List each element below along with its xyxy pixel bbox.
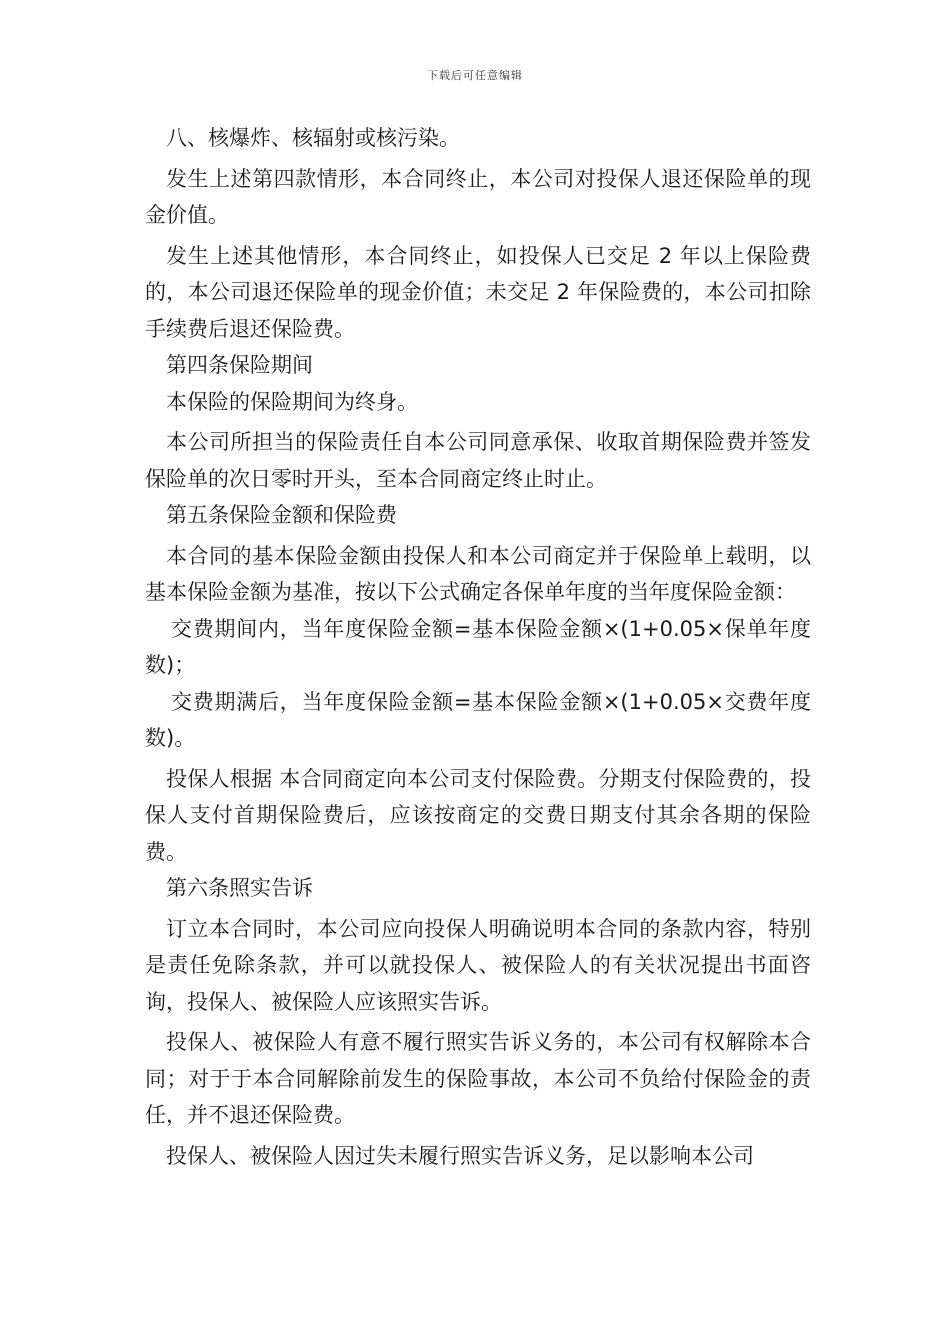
section-heading-article-4: 第四条保险期间	[166, 353, 313, 377]
header-note: 下载后可任意编辑	[427, 69, 523, 82]
paragraph-negligent-breach: 投保人、被保险人因过失未履行照实告诉义务，足以影响本公司	[166, 1143, 754, 1168]
section-heading-article-5: 第五条保险金额和保险费	[166, 503, 397, 527]
paragraph-termination-other: 发生上述其他情形，本合同终止，如投保人已交足 2 年以上保险费的，本公司退还保险单的现金价值；未交足 2 年保险费的，本公司扣除手续费后退还保险费。	[145, 243, 811, 341]
document-body	[145, 120, 811, 1174]
paragraph-disclosure: 订立本合同时，本公司应向投保人明确说明本合同的条款内容，特别是责任免除条款，并可以就投保人、被保险人的有关状况提出书面咨询，投保人、被保险人应该照实告诉。	[145, 916, 811, 1014]
paragraph-liability-start: 本公司所担当的保险责任自本公司同意承保、收取首期保险费并签发保险单的次日零时开头，至本合同商定终止时止。	[145, 430, 811, 491]
paragraph-period: 本保险的保险期间为终身。	[166, 389, 418, 414]
paragraph-termination-fourth: 发生上述第四款情形，本合同终止，本公司对投保人退还保险单的现金价值。	[145, 166, 811, 227]
section-heading-article-6: 第六条照实告诉	[166, 876, 313, 900]
paragraph-sum-insured: 本合同的基本保险金额由投保人和本公司商定并于保险单上载明，以基本保险金额为基准，按以下公式确定各保单年度的当年度保险金额：	[145, 543, 811, 604]
paragraph-intentional-breach: 投保人、被保险人有意不履行照实告诉义务的，本公司有权解除本合同；对于于本合同解除前发生的保险事故，本公司不负给付保险金的责任，并不退还保险费。	[145, 1030, 811, 1127]
paragraph-formula-after: 交费期满后，当年度保险金额=基本保险金额×(1+0.05×交费年度数)。	[145, 689, 811, 750]
paragraph-formula-during: 交费期间内，当年度保险金额=基本保险金额×(1+0.05×保单年度数)；	[145, 616, 811, 677]
paragraph-premium-payment: 投保人根据 本合同商定向本公司支付保险费。分期支付保险费的，投保人支付首期保险费后，应该按商定的交费日期支付其余各期的保险费。	[145, 766, 811, 864]
paragraph-item-8: 八、核爆炸、核辐射或核污染。	[166, 126, 460, 150]
